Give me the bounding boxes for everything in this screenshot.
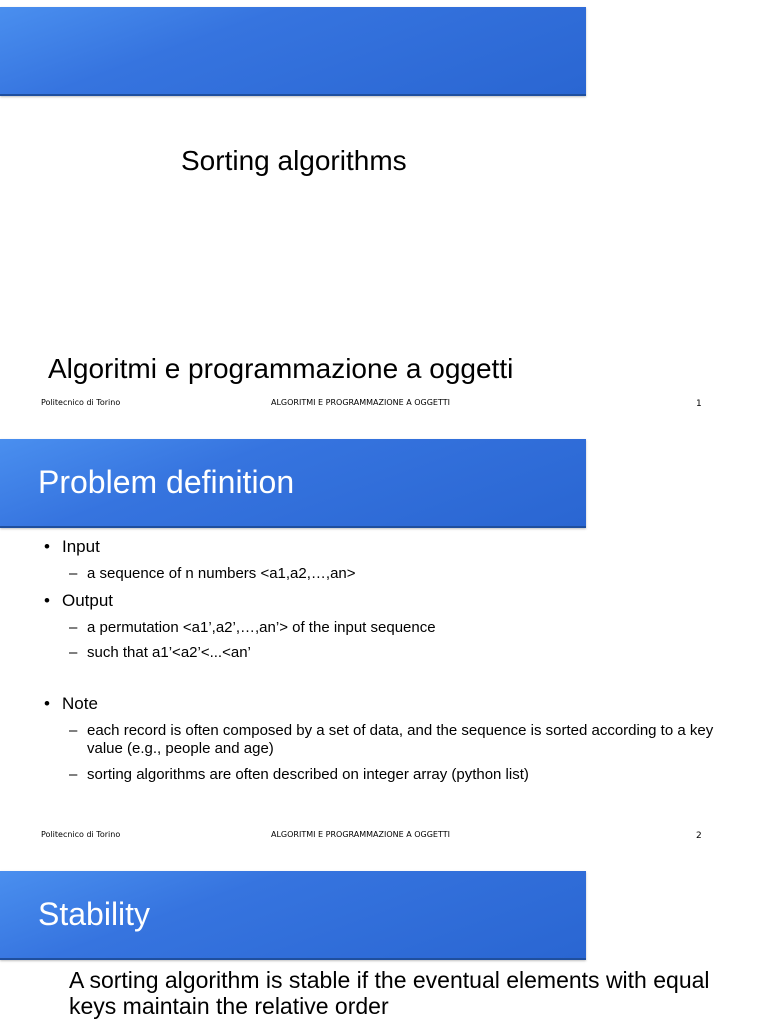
- bullet-icon: •: [44, 694, 50, 713]
- slide1-footer: [0, 398, 768, 412]
- slide2-title: Problem definition: [38, 464, 295, 500]
- footer-course: ALGORITMI E PROGRAMMAZIONE A OGGETTI: [271, 830, 450, 839]
- footer-page-number: 1: [696, 399, 702, 409]
- slide1-subtitle: Algoritmi e programmazione a oggetti: [48, 353, 514, 384]
- footer-institution: Politecnico di Torino: [41, 830, 121, 839]
- slide2-footer: [0, 830, 768, 844]
- footer-page-number: 2: [696, 831, 702, 841]
- footer-institution: Politecnico di Torino: [41, 398, 121, 407]
- dash-icon: –: [69, 565, 78, 582]
- bullet-icon: •: [44, 591, 50, 610]
- footer-course: ALGORITMI E PROGRAMMAZIONE A OGGETTI: [271, 398, 450, 407]
- slide3-banner: [0, 871, 586, 960]
- sub-bullet-text: each record is often composed by a set of data, and the sequence is sorted according to a key value (e.g., people and age): [87, 722, 714, 757]
- slide2-banner: [0, 439, 586, 528]
- sub-bullet-text: such that a1’<a2’<...<an’: [87, 644, 251, 661]
- bullet-label: Note: [62, 694, 98, 713]
- dash-icon: –: [69, 644, 78, 661]
- bullet-label: Output: [62, 591, 114, 610]
- slide3-title: Stability: [38, 896, 151, 932]
- sub-bullet-text: a permutation <a1’,a2’,…,an’> of the input sequence: [87, 619, 436, 636]
- dash-icon: –: [69, 722, 78, 739]
- sub-bullet-text: sorting algorithms are often described on integer array (python list): [87, 766, 529, 783]
- slide1-title: Sorting algorithms: [181, 145, 407, 176]
- stability-definition: A sorting algorithm is stable if the eventual elements with equal keys maintain the relative order: [69, 967, 710, 1019]
- dash-icon: –: [69, 619, 78, 636]
- sub-bullet-text: a sequence of n numbers <a1,a2,…,an>: [87, 565, 356, 582]
- dash-icon: –: [69, 766, 78, 783]
- slide1-banner: [0, 7, 586, 96]
- bullet-icon: •: [44, 537, 50, 556]
- bullet-label: Input: [62, 537, 100, 556]
